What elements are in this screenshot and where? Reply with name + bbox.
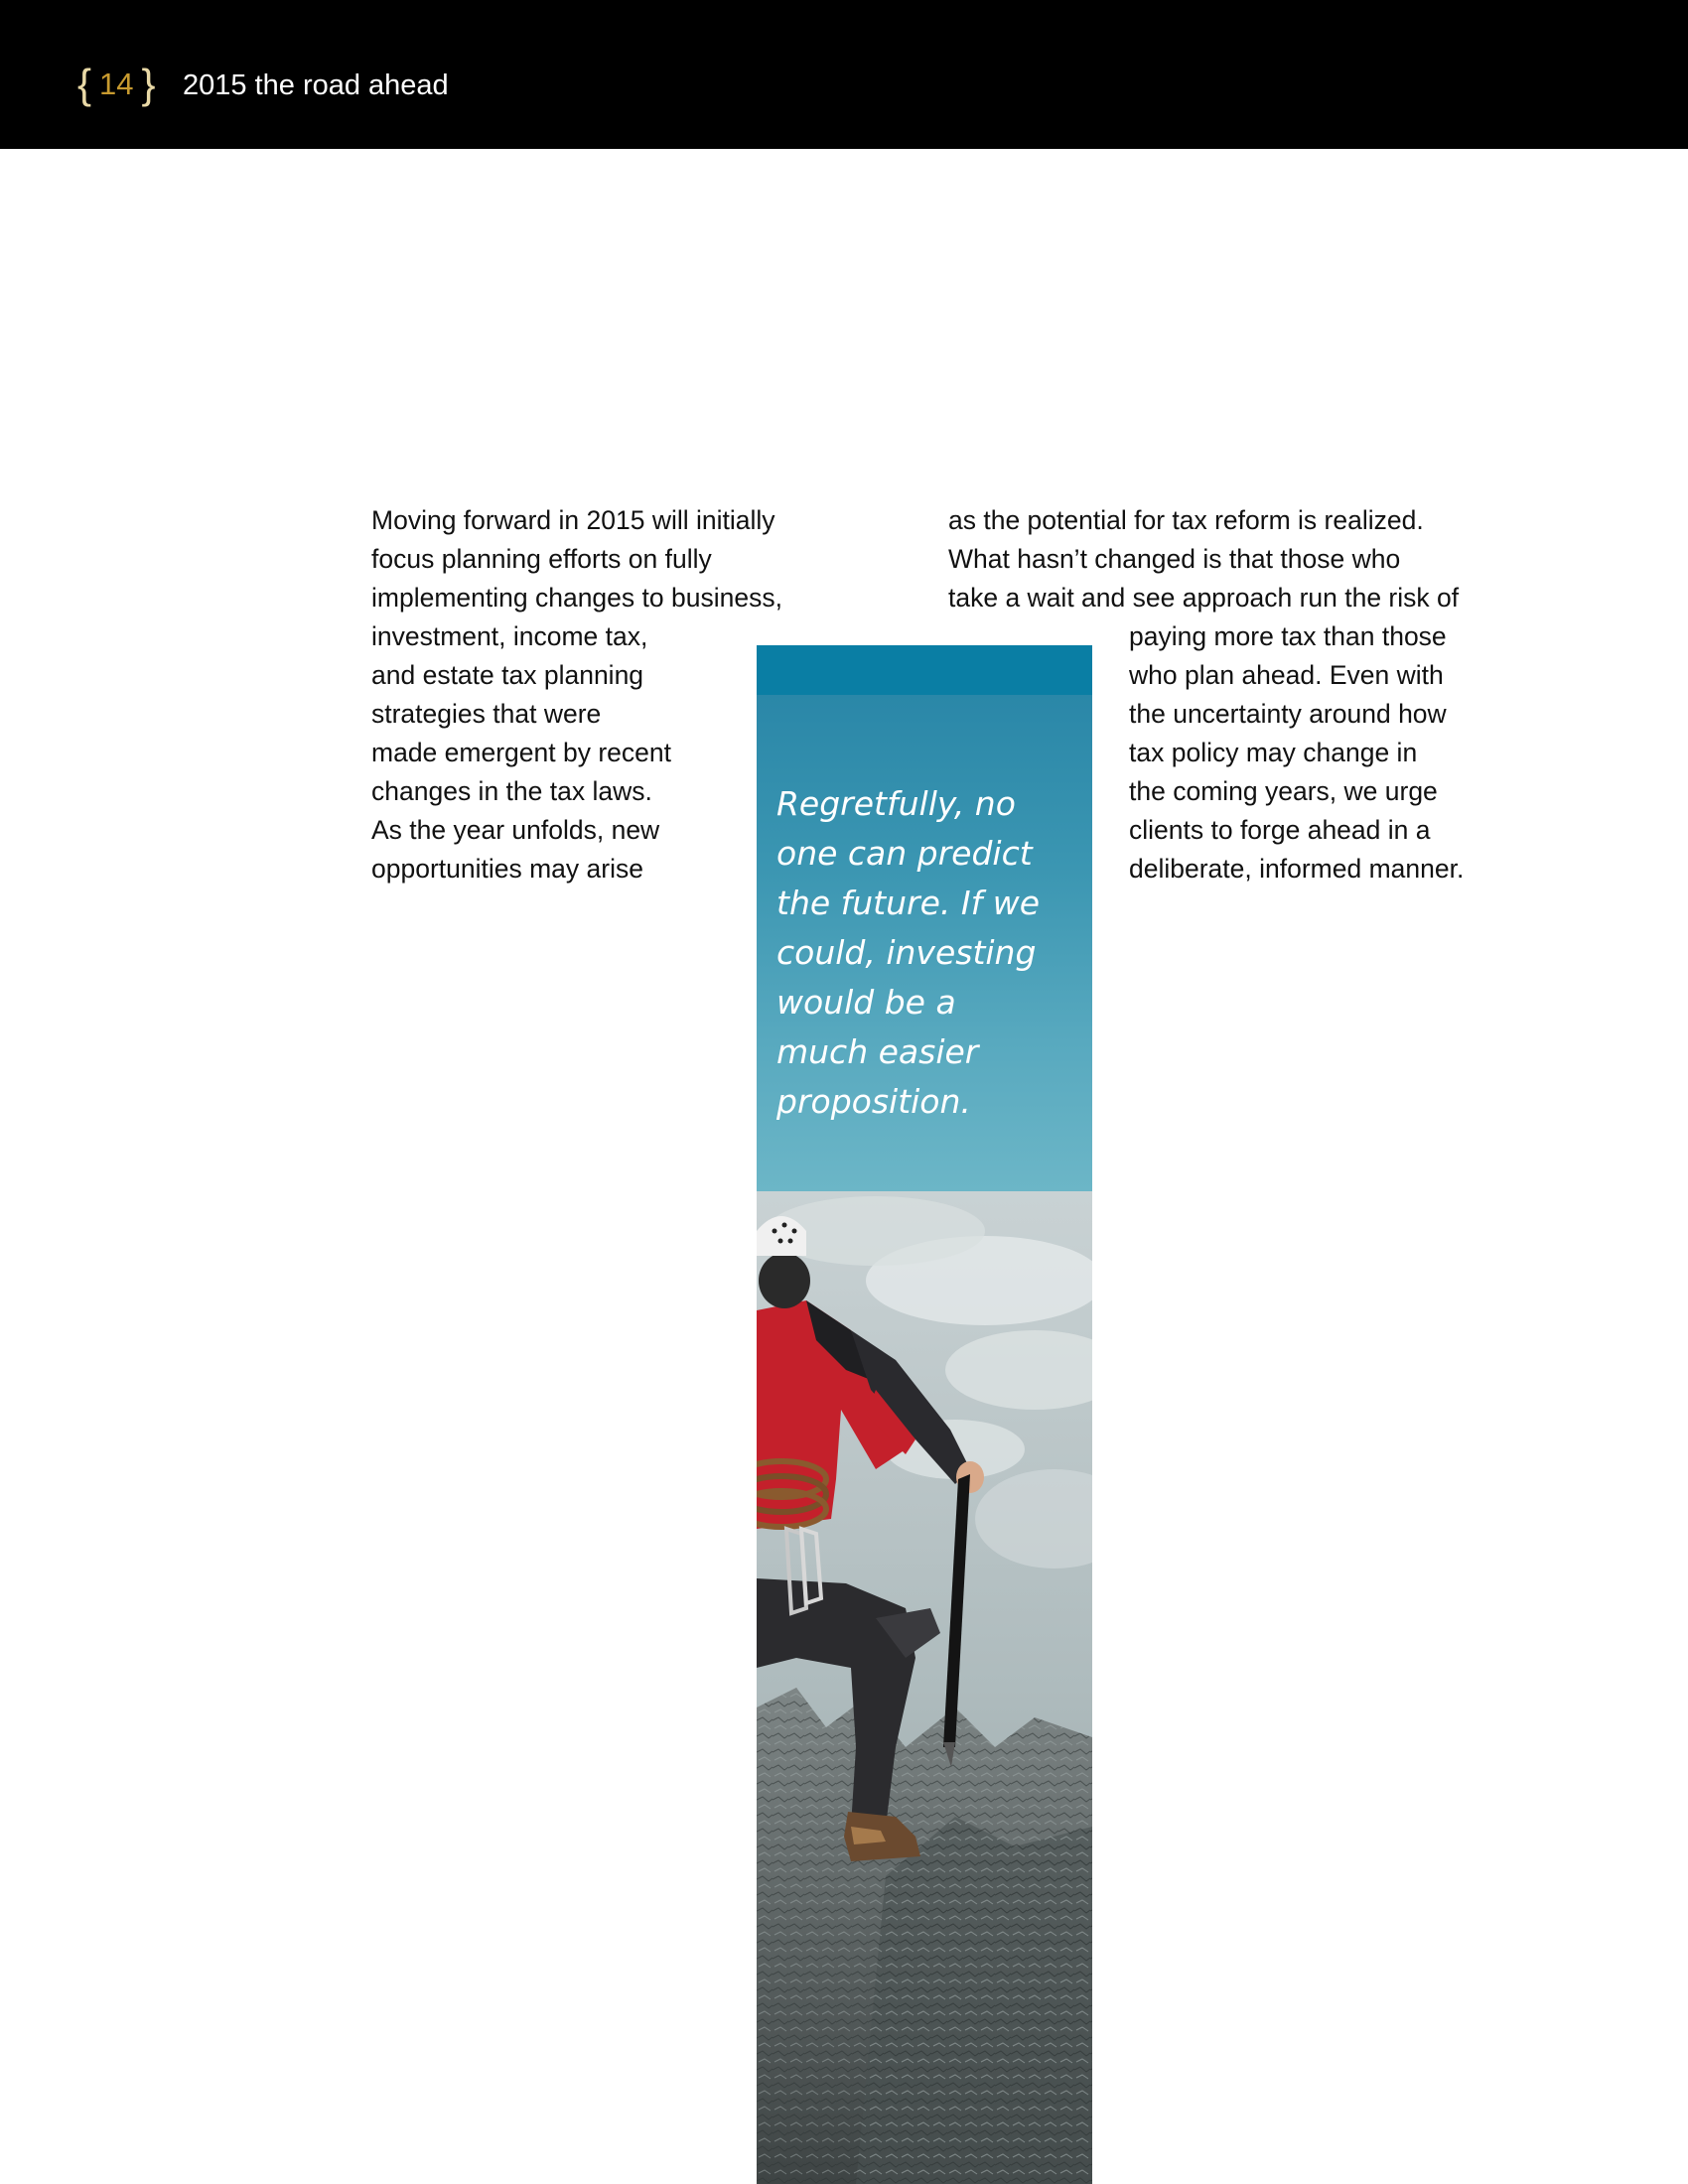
pull-quote-line: the future. If we	[776, 884, 1041, 922]
body-line: changes in the tax laws.	[371, 776, 652, 806]
body-line: Moving forward in 2015 will initially	[371, 505, 775, 535]
pull-quote-line: proposition.	[776, 1082, 971, 1121]
pull-quote-line: much easier	[776, 1032, 979, 1071]
body-line: implementing changes to business,	[371, 583, 782, 613]
brace-close: }	[141, 61, 156, 107]
mountain-climber-photo	[757, 1191, 1092, 2184]
document-title: 2015 the road ahead	[183, 69, 449, 101]
body-line: and estate tax planning	[371, 660, 644, 690]
body-line: opportunities may arise	[371, 854, 643, 884]
body-line: tax policy may change in	[1129, 738, 1418, 767]
page-number: 14	[99, 67, 134, 101]
pull-quote-line: one can predict	[776, 834, 1033, 873]
body-text-right-column-bottom	[1129, 617, 1464, 888]
body-text-right-column-top	[948, 501, 1459, 617]
body-line: focus planning efforts on fully	[371, 544, 712, 574]
pull-quote-line: Regretfully, no	[776, 784, 1016, 823]
body-line: the coming years, we urge	[1129, 776, 1438, 806]
body-line: who plan ahead. Even with	[1129, 660, 1444, 690]
body-line: deliberate, informed manner.	[1129, 854, 1465, 884]
accent-band	[757, 645, 1092, 695]
body-line: clients to forge ahead in a	[1129, 815, 1431, 845]
body-line: What hasn’t changed is that those who	[948, 544, 1401, 574]
pull-quote-image-strip	[757, 645, 1092, 2184]
body-line: as the potential for tax reform is realized.	[948, 505, 1424, 535]
body-line: paying more tax than those	[1129, 621, 1447, 651]
pull-quote-line: could, investing	[776, 933, 1037, 972]
pull-quote-line: would be a	[776, 983, 956, 1022]
pull-quote	[776, 779, 1084, 1127]
brace-open: {	[77, 61, 92, 107]
body-line: investment, income tax,	[371, 621, 648, 651]
body-line: As the year unfolds, new	[371, 815, 660, 845]
body-line: the uncertainty around how	[1129, 699, 1447, 729]
body-line: take a wait and see approach run the risk of	[948, 583, 1460, 613]
body-line: strategies that were	[371, 699, 602, 729]
body-line: made emergent by recent	[371, 738, 671, 767]
page-number-badge	[77, 60, 156, 109]
body-text-left-column	[371, 501, 782, 888]
